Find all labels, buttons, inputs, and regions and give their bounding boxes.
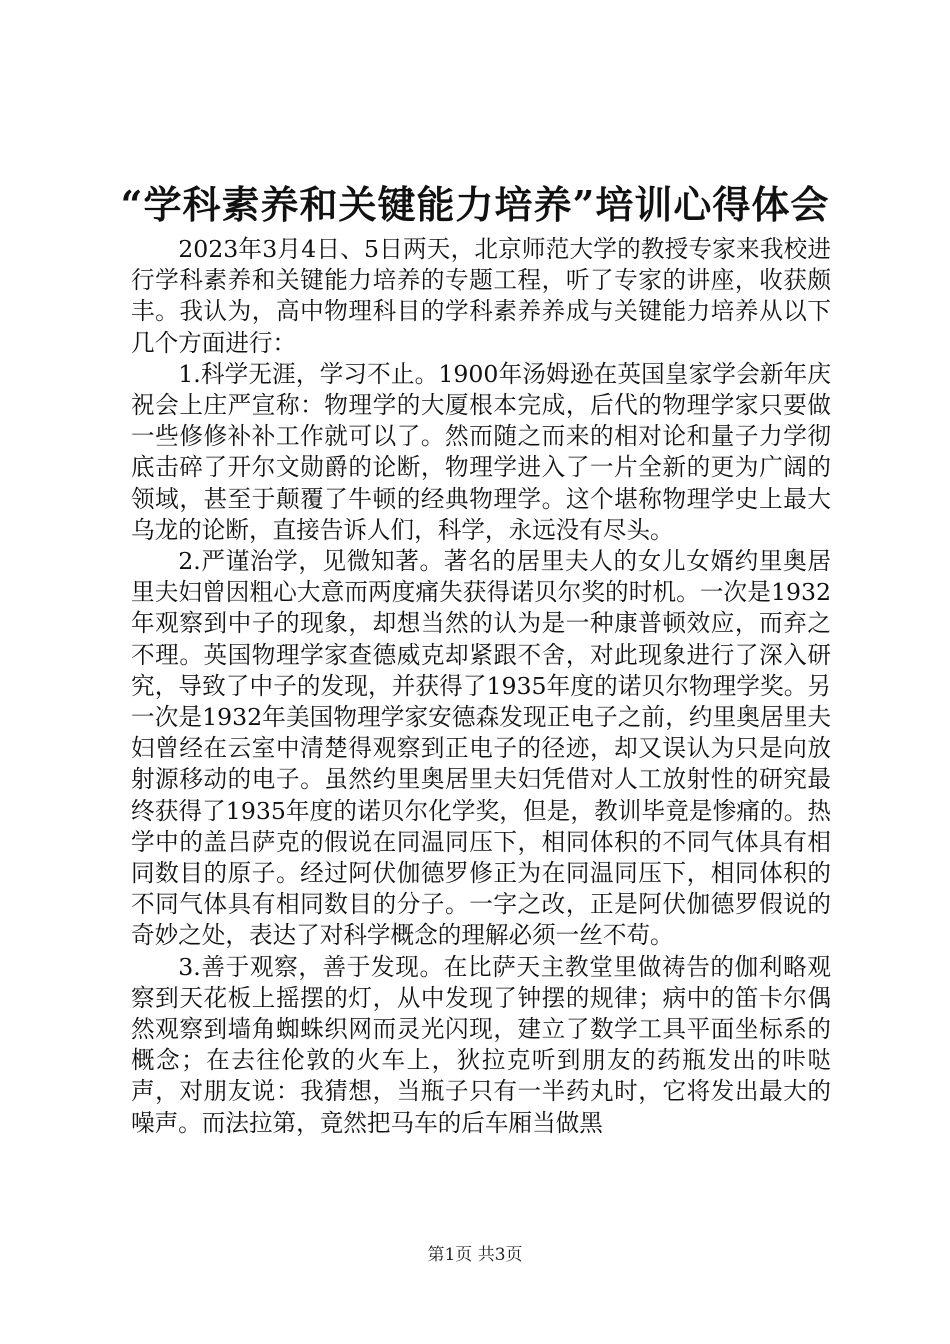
document-body — [131, 234, 831, 1139]
paragraph-point-1: 1.科学无涯，学习不止。1900年汤姆逊在英国皇家学会新年庆祝会上庄严宣称：物理学的大厦根本完成，后代的物理学家只要做一些修修补补工作就可以了。然而随之而来的相对论和量子力学彻底击碎了开尔文勋爵的论断，物理学进入了一片全新的更为广阔的领域，甚至于颠覆了牛顿的经典物理学。这个堪称物理学史上最大乌龙的论断，直接告诉人们，科学，永远没有尽头。 — [131, 359, 831, 544]
page-title: “学科素养和关键能力培养”培训心得体会 — [120, 182, 830, 227]
page-footer: 第1页 共3页 — [427, 1245, 523, 1265]
paragraph-point-3: 3.善于观察，善于发现。在比萨天主教堂里做祷告的伽利略观察到天花板上摇摆的灯，从中发现了钟摆的规律；病中的笛卡尔偶然观察到墙角蜘蛛织网而灵光闪现，建立了数学工具平面坐标系的概念；在去往伦敦的火车上，狄拉克听到朋友的药瓶发出的咔哒声，对朋友说：我猜想，当瓶子只有一半药丸时，它将发出最大的噪声。而法拉第，竟然把马车的后车厢当做黑 — [131, 952, 831, 1137]
paragraph-point-2: 2.严谨治学，见微知著。著名的居里夫人的女儿女婿约里奥居里夫妇曾因粗心大意而两度痛失获得诺贝尔奖的时机。一次是1932年观察到中子的现象，却想当然的认为是一种康普顿效应，而弃之不理。英国物理学家查德威克却紧跟不舍，对此现象进行了深入研究，导致了中子的发现，并获得了1935年度的诺贝尔物理学奖。另一次是1932年美国物理学家安德森发现正电子之前，约里奥居里夫妇曾经在云室中清楚得观察到正电子的径迹，却又误认为只是向放射源移动的电子。虽然约里奥居里夫妇凭借对人工放射性的研究最终获得了1935年度的诺贝尔化学奖，但是，教训毕竟是惨痛的。热学中的盖吕萨克的假说在同温同压下，相同体积的不同气体具有相同数目的原子。经过阿伏伽德罗修正为在同温同压下，相同体积的不同气体具有相同数目的分子。一字之改，正是阿伏伽德罗假说的奇妙之处，表达了对科学概念的理解必须一丝不苟。 — [131, 547, 831, 950]
paragraph-intro: 2023年3月4日、5日两天，北京师范大学的教授专家来我校进行学科素养和关键能力培养的专题工程，听了专家的讲座，收获颇丰。我认为，高中物理科目的学科素养养成与关键能力培养从以下几个方面进行： — [131, 235, 831, 357]
